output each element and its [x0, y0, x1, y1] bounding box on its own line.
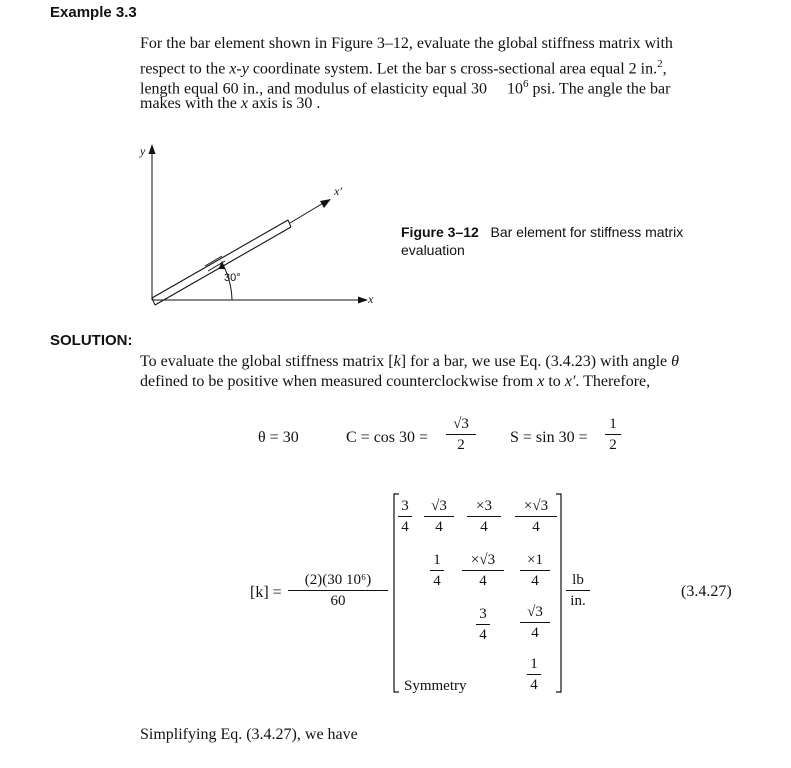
x-prime-axis-label: x′	[334, 184, 342, 198]
matrix-cell-r2c3: ×√3 4	[462, 552, 504, 589]
problem-line-3: length equal 60 in., and modulus of elasticity equal 30 $10^6$ psi. The angle the bar	[140, 78, 671, 98]
problem-line-4: makes with the x axis is 30 .	[140, 95, 321, 112]
matrix-cell-r2c2: 1 4	[430, 552, 444, 589]
closing-text: Simplifying Eq. (3.4.27), we have	[140, 726, 358, 743]
matrix-cell-r1c2: √3 4	[424, 498, 454, 535]
solution-line-2: defined to be positive when measured counterclockwise from x to x′. Therefore,	[140, 373, 651, 390]
coefficient-fraction: (2)(30 10⁶) 60	[288, 572, 388, 609]
cos-equation-lhs: C = cos 30 =	[346, 429, 429, 446]
units-fraction: lb in.	[566, 572, 590, 609]
theta-equation: θ = 30	[258, 429, 299, 446]
figure-caption-label: Figure 3–12	[401, 224, 479, 240]
figure-caption-text-1: Bar element for stiffness matrix	[490, 224, 684, 240]
bar-end-right	[288, 220, 291, 227]
bar-element-figure	[130, 140, 390, 320]
y-axis-arrowhead	[149, 144, 156, 154]
x-prime-axis-line	[290, 202, 325, 223]
x-prime-arrowhead	[320, 199, 331, 208]
cos-fraction: √3 2	[446, 416, 476, 453]
equation-number: (3.4.27)	[681, 583, 732, 600]
matrix-cell-r1c4: ×√3 4	[515, 498, 557, 535]
matrix-cell-r2c4: ×1 4	[520, 552, 550, 589]
problem-line-2: respect to the x-y coordinate system. Let the bar s cross-sectional area equal 2 in.$^2$,	[140, 58, 667, 78]
figure-caption-text-2: evaluation	[401, 242, 465, 258]
solution-heading: SOLUTION:	[50, 332, 133, 349]
x-axis-label: x	[368, 292, 374, 306]
matrix-cell-r1c1: 3 4	[398, 498, 412, 535]
bar-end-left	[152, 298, 155, 305]
bar-edge-lower	[152, 220, 288, 298]
solution-line-1: To evaluate the global stiffness matrix [k] for a bar, we use Eq. (3.4.23) with angle θ	[140, 353, 679, 370]
symmetry-label: Symmetry	[404, 678, 467, 694]
figure-caption	[401, 223, 683, 259]
y-axis-label: y	[140, 144, 146, 158]
k-matrix-lhs: [k] =	[250, 584, 282, 601]
angle-label: 30°	[224, 272, 241, 284]
example-heading: Example 3.3	[50, 4, 137, 21]
x-axis-arrowhead	[358, 297, 368, 304]
matrix-cell-r1c3: ×3 4	[467, 498, 501, 535]
problem-line-1: For the bar element shown in Figure 3–12, evaluate the global stiffness matrix with	[140, 35, 673, 52]
matrix-cell-r3c4: √3 4	[520, 604, 550, 641]
matrix-cell-r3c3: 3 4	[476, 606, 490, 643]
sin-fraction: 1 2	[605, 416, 621, 453]
matrix-cell-r4c4: 1 4	[527, 656, 541, 693]
sin-equation-lhs: S = sin 30 =	[510, 429, 588, 446]
